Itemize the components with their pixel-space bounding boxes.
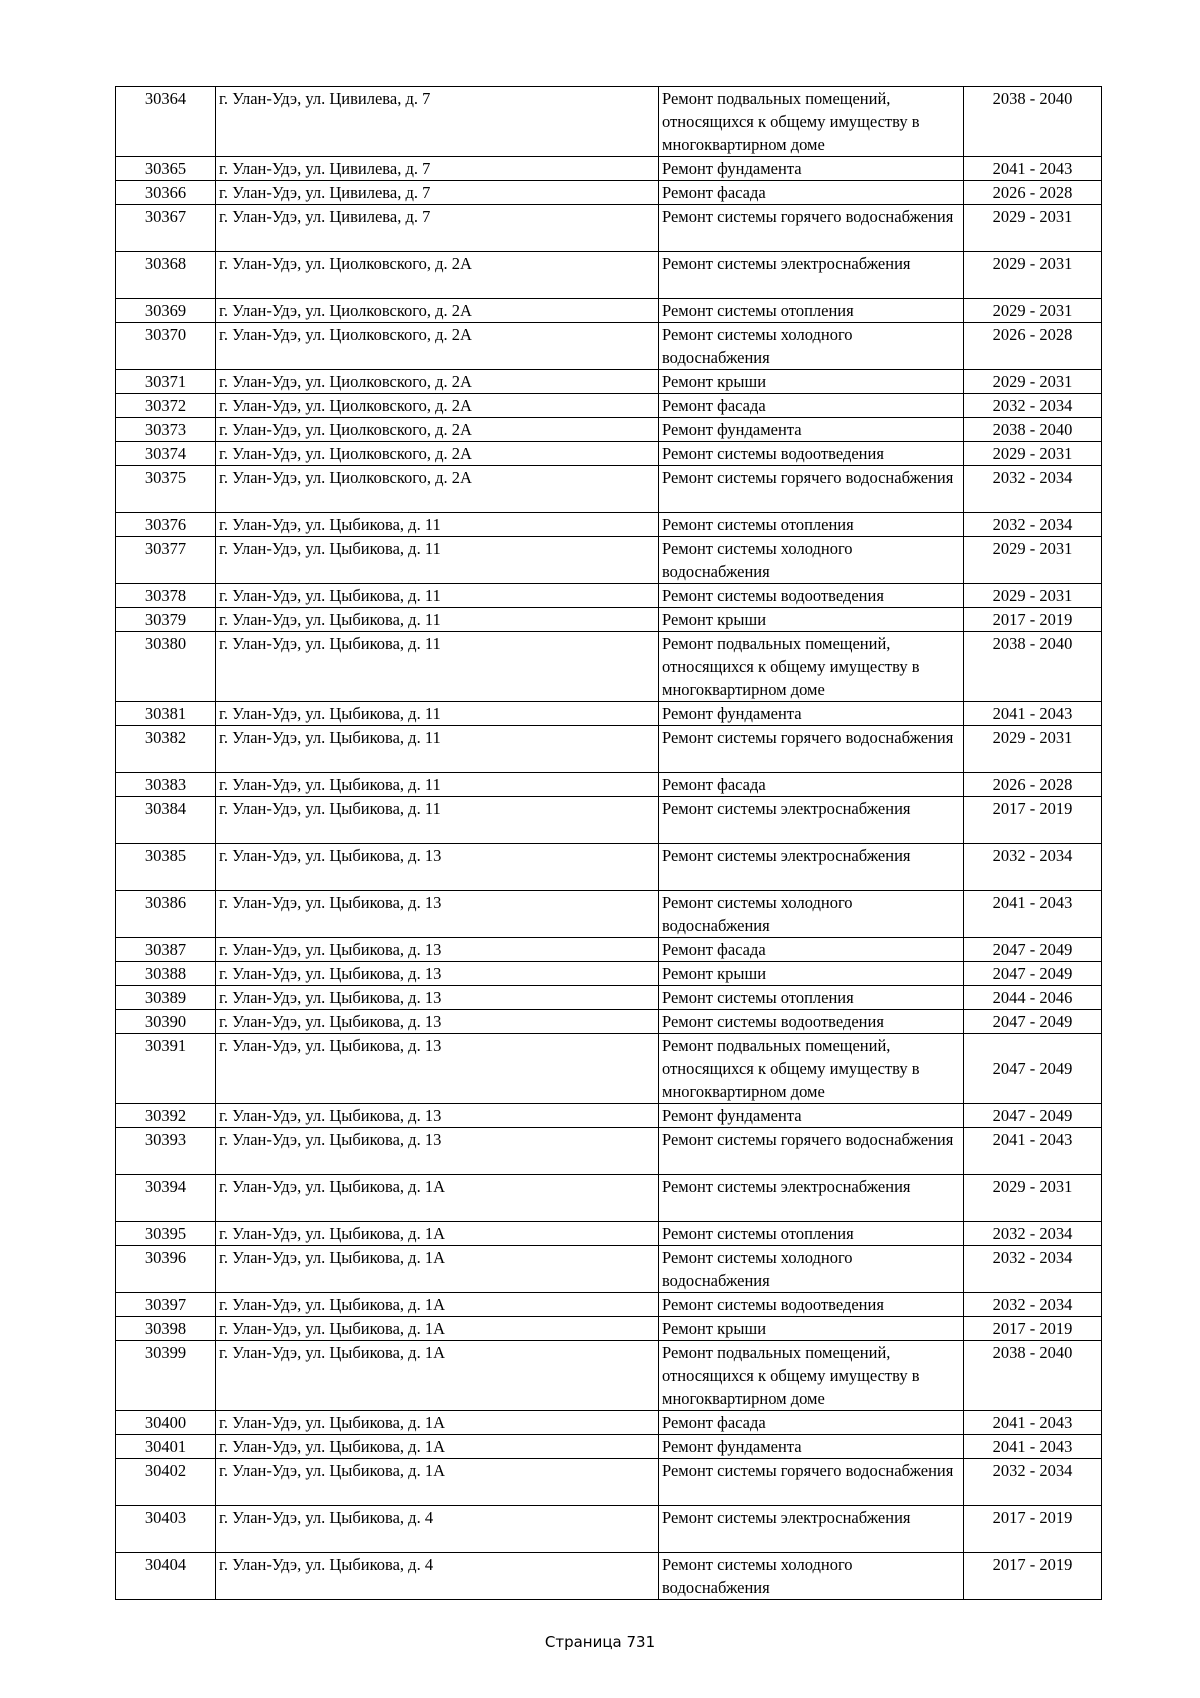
cell-number: 30382 bbox=[116, 726, 216, 773]
cell-work-type: Ремонт системы холодного водоснабжения bbox=[659, 323, 964, 370]
cell-period: 2029 - 2031 bbox=[964, 442, 1102, 466]
cell-period: 2041 - 2043 bbox=[964, 1435, 1102, 1459]
cell-number: 30375 bbox=[116, 466, 216, 513]
cell-number: 30395 bbox=[116, 1222, 216, 1246]
cell-address: г. Улан-Удэ, ул. Цыбикова, д. 1А bbox=[216, 1341, 659, 1411]
cell-work-type: Ремонт крыши bbox=[659, 1317, 964, 1341]
cell-period: 2041 - 2043 bbox=[964, 157, 1102, 181]
cell-number: 30392 bbox=[116, 1104, 216, 1128]
table-row bbox=[116, 466, 1102, 513]
cell-period: 2041 - 2043 bbox=[964, 702, 1102, 726]
cell-number: 30371 bbox=[116, 370, 216, 394]
cell-address: г. Улан-Удэ, ул. Цыбикова, д. 11 bbox=[216, 797, 659, 844]
cell-work-type: Ремонт системы электроснабжения bbox=[659, 252, 964, 299]
cell-work-type: Ремонт подвальных помещений, относящихся к общему имуществу в многоквартирном доме bbox=[659, 87, 964, 157]
cell-work-type: Ремонт системы водоотведения bbox=[659, 442, 964, 466]
cell-work-type: Ремонт фундамента bbox=[659, 1104, 964, 1128]
cell-address: г. Улан-Удэ, ул. Цыбикова, д. 13 bbox=[216, 1104, 659, 1128]
cell-period: 2026 - 2028 bbox=[964, 773, 1102, 797]
table-row bbox=[116, 632, 1102, 702]
cell-address: г. Улан-Удэ, ул. Цыбикова, д. 1А bbox=[216, 1293, 659, 1317]
cell-number: 30366 bbox=[116, 181, 216, 205]
table-row bbox=[116, 1341, 1102, 1411]
cell-work-type: Ремонт системы электроснабжения bbox=[659, 1175, 964, 1222]
cell-number: 30401 bbox=[116, 1435, 216, 1459]
cell-address: г. Улан-Удэ, ул. Цивилева, д. 7 bbox=[216, 181, 659, 205]
cell-work-type: Ремонт системы отопления bbox=[659, 513, 964, 537]
cell-address: г. Улан-Удэ, ул. Циолковского, д. 2А bbox=[216, 466, 659, 513]
table-row bbox=[116, 1293, 1102, 1317]
cell-work-type: Ремонт системы горячего водоснабжения bbox=[659, 726, 964, 773]
cell-work-type: Ремонт системы отопления bbox=[659, 1222, 964, 1246]
cell-work-type: Ремонт фасада bbox=[659, 394, 964, 418]
table-row bbox=[116, 513, 1102, 537]
cell-work-type: Ремонт фасада bbox=[659, 181, 964, 205]
table-row bbox=[116, 394, 1102, 418]
cell-period: 2029 - 2031 bbox=[964, 726, 1102, 773]
cell-address: г. Улан-Удэ, ул. Цыбикова, д. 13 bbox=[216, 962, 659, 986]
cell-number: 30374 bbox=[116, 442, 216, 466]
cell-number: 30383 bbox=[116, 773, 216, 797]
cell-number: 30367 bbox=[116, 205, 216, 252]
cell-number: 30394 bbox=[116, 1175, 216, 1222]
cell-number: 30372 bbox=[116, 394, 216, 418]
repair-schedule-table bbox=[115, 86, 1102, 1600]
cell-number: 30391 bbox=[116, 1034, 216, 1104]
cell-work-type: Ремонт крыши bbox=[659, 962, 964, 986]
cell-number: 30404 bbox=[116, 1553, 216, 1600]
cell-work-type: Ремонт системы отопления bbox=[659, 986, 964, 1010]
cell-period: 2029 - 2031 bbox=[964, 584, 1102, 608]
cell-address: г. Улан-Удэ, ул. Циолковского, д. 2А bbox=[216, 442, 659, 466]
cell-work-type: Ремонт системы водоотведения bbox=[659, 1293, 964, 1317]
table-body bbox=[116, 87, 1102, 1600]
cell-period: 2047 - 2049 bbox=[964, 1010, 1102, 1034]
table-row bbox=[116, 1222, 1102, 1246]
cell-address: г. Улан-Удэ, ул. Цыбикова, д. 11 bbox=[216, 726, 659, 773]
table-row bbox=[116, 1128, 1102, 1175]
cell-address: г. Улан-Удэ, ул. Цыбикова, д. 13 bbox=[216, 844, 659, 891]
cell-number: 30390 bbox=[116, 1010, 216, 1034]
cell-period: 2032 - 2034 bbox=[964, 394, 1102, 418]
cell-number: 30388 bbox=[116, 962, 216, 986]
cell-period: 2047 - 2049 bbox=[964, 962, 1102, 986]
cell-address: г. Улан-Удэ, ул. Циолковского, д. 2А bbox=[216, 370, 659, 394]
cell-address: г. Улан-Удэ, ул. Цыбикова, д. 1А bbox=[216, 1222, 659, 1246]
cell-number: 30369 bbox=[116, 299, 216, 323]
cell-period: 2047 - 2049 bbox=[964, 1104, 1102, 1128]
cell-address: г. Улан-Удэ, ул. Цыбикова, д. 11 bbox=[216, 608, 659, 632]
table-row bbox=[116, 418, 1102, 442]
cell-work-type: Ремонт системы горячего водоснабжения bbox=[659, 466, 964, 513]
cell-work-type: Ремонт системы отопления bbox=[659, 299, 964, 323]
cell-work-type: Ремонт фасада bbox=[659, 773, 964, 797]
table-row bbox=[116, 1553, 1102, 1600]
cell-number: 30377 bbox=[116, 537, 216, 584]
cell-period: 2032 - 2034 bbox=[964, 1246, 1102, 1293]
cell-number: 30403 bbox=[116, 1506, 216, 1553]
table-row bbox=[116, 1175, 1102, 1222]
table-row bbox=[116, 1459, 1102, 1506]
cell-work-type: Ремонт подвальных помещений, относящихся к общему имуществу в многоквартирном доме bbox=[659, 632, 964, 702]
table-row bbox=[116, 252, 1102, 299]
cell-number: 30384 bbox=[116, 797, 216, 844]
cell-work-type: Ремонт системы электроснабжения bbox=[659, 844, 964, 891]
cell-address: г. Улан-Удэ, ул. Цыбикова, д. 4 bbox=[216, 1506, 659, 1553]
cell-work-type: Ремонт системы водоотведения bbox=[659, 584, 964, 608]
cell-work-type: Ремонт системы холодного водоснабжения bbox=[659, 1246, 964, 1293]
table-row bbox=[116, 584, 1102, 608]
cell-address: г. Улан-Удэ, ул. Цыбикова, д. 1А bbox=[216, 1317, 659, 1341]
cell-address: г. Улан-Удэ, ул. Цыбикова, д. 13 bbox=[216, 1034, 659, 1104]
cell-period: 2038 - 2040 bbox=[964, 1341, 1102, 1411]
table-row bbox=[116, 1010, 1102, 1034]
cell-number: 30378 bbox=[116, 584, 216, 608]
cell-period: 2032 - 2034 bbox=[964, 1293, 1102, 1317]
cell-period: 2026 - 2028 bbox=[964, 323, 1102, 370]
cell-period: 2047 - 2049 bbox=[964, 938, 1102, 962]
table-row bbox=[116, 1104, 1102, 1128]
table-row bbox=[116, 938, 1102, 962]
cell-address: г. Улан-Удэ, ул. Цыбикова, д. 13 bbox=[216, 891, 659, 938]
cell-address: г. Улан-Удэ, ул. Цыбикова, д. 1А bbox=[216, 1435, 659, 1459]
cell-number: 30387 bbox=[116, 938, 216, 962]
table-row bbox=[116, 87, 1102, 157]
table-row bbox=[116, 844, 1102, 891]
table-row bbox=[116, 1317, 1102, 1341]
table-row bbox=[116, 442, 1102, 466]
cell-address: г. Улан-Удэ, ул. Циолковского, д. 2А bbox=[216, 394, 659, 418]
cell-address: г. Улан-Удэ, ул. Цыбикова, д. 4 bbox=[216, 1553, 659, 1600]
table-row bbox=[116, 1246, 1102, 1293]
cell-period: 2041 - 2043 bbox=[964, 1128, 1102, 1175]
cell-number: 30370 bbox=[116, 323, 216, 370]
cell-address: г. Улан-Удэ, ул. Цивилева, д. 7 bbox=[216, 205, 659, 252]
cell-work-type: Ремонт системы холодного водоснабжения bbox=[659, 891, 964, 938]
cell-work-type: Ремонт системы горячего водоснабжения bbox=[659, 1128, 964, 1175]
cell-period: 2017 - 2019 bbox=[964, 797, 1102, 844]
cell-address: г. Улан-Удэ, ул. Циолковского, д. 2А bbox=[216, 299, 659, 323]
cell-number: 30385 bbox=[116, 844, 216, 891]
cell-work-type: Ремонт фундамента bbox=[659, 157, 964, 181]
cell-number: 30389 bbox=[116, 986, 216, 1010]
cell-number: 30365 bbox=[116, 157, 216, 181]
cell-period: 2029 - 2031 bbox=[964, 252, 1102, 299]
cell-period: 2038 - 2040 bbox=[964, 632, 1102, 702]
cell-number: 30402 bbox=[116, 1459, 216, 1506]
cell-number: 30364 bbox=[116, 87, 216, 157]
cell-work-type: Ремонт крыши bbox=[659, 608, 964, 632]
table-row bbox=[116, 608, 1102, 632]
cell-address: г. Улан-Удэ, ул. Цыбикова, д. 11 bbox=[216, 513, 659, 537]
cell-address: г. Улан-Удэ, ул. Цыбикова, д. 11 bbox=[216, 632, 659, 702]
cell-period: 2017 - 2019 bbox=[964, 1553, 1102, 1600]
cell-number: 30400 bbox=[116, 1411, 216, 1435]
cell-period: 2029 - 2031 bbox=[964, 299, 1102, 323]
cell-number: 30386 bbox=[116, 891, 216, 938]
cell-address: г. Улан-Удэ, ул. Цыбикова, д. 1А bbox=[216, 1246, 659, 1293]
cell-number: 30373 bbox=[116, 418, 216, 442]
cell-period: 2032 - 2034 bbox=[964, 1222, 1102, 1246]
cell-period: 2044 - 2046 bbox=[964, 986, 1102, 1010]
cell-address: г. Улан-Удэ, ул. Цыбикова, д. 13 bbox=[216, 1128, 659, 1175]
cell-period: 2017 - 2019 bbox=[964, 1317, 1102, 1341]
table-row bbox=[116, 962, 1102, 986]
cell-number: 30376 bbox=[116, 513, 216, 537]
cell-address: г. Улан-Удэ, ул. Цыбикова, д. 1А bbox=[216, 1411, 659, 1435]
cell-period: 2029 - 2031 bbox=[964, 205, 1102, 252]
cell-address: г. Улан-Удэ, ул. Цыбикова, д. 11 bbox=[216, 773, 659, 797]
table-row bbox=[116, 1506, 1102, 1553]
cell-number: 30368 bbox=[116, 252, 216, 299]
cell-period: 2041 - 2043 bbox=[964, 891, 1102, 938]
table-row bbox=[116, 773, 1102, 797]
cell-work-type: Ремонт фундамента bbox=[659, 418, 964, 442]
cell-number: 30393 bbox=[116, 1128, 216, 1175]
cell-period: 2032 - 2034 bbox=[964, 466, 1102, 513]
cell-work-type: Ремонт подвальных помещений, относящихся к общему имуществу в многоквартирном доме bbox=[659, 1341, 964, 1411]
cell-number: 30380 bbox=[116, 632, 216, 702]
cell-address: г. Улан-Удэ, ул. Цыбикова, д. 11 bbox=[216, 702, 659, 726]
cell-address: г. Улан-Удэ, ул. Цыбикова, д. 13 bbox=[216, 1010, 659, 1034]
cell-work-type: Ремонт системы холодного водоснабжения bbox=[659, 1553, 964, 1600]
cell-work-type: Ремонт крыши bbox=[659, 370, 964, 394]
cell-number: 30398 bbox=[116, 1317, 216, 1341]
table-row bbox=[116, 205, 1102, 252]
cell-address: г. Улан-Удэ, ул. Цыбикова, д. 13 bbox=[216, 986, 659, 1010]
cell-period: 2032 - 2034 bbox=[964, 513, 1102, 537]
table-row bbox=[116, 726, 1102, 773]
cell-period: 2032 - 2034 bbox=[964, 844, 1102, 891]
table-row bbox=[116, 157, 1102, 181]
cell-address: г. Улан-Удэ, ул. Цыбикова, д. 11 bbox=[216, 584, 659, 608]
cell-work-type: Ремонт подвальных помещений, относящихся к общему имуществу в многоквартирном доме bbox=[659, 1034, 964, 1104]
cell-work-type: Ремонт системы водоотведения bbox=[659, 1010, 964, 1034]
cell-address: г. Улан-Удэ, ул. Цыбикова, д. 11 bbox=[216, 537, 659, 584]
cell-period: 2029 - 2031 bbox=[964, 537, 1102, 584]
table-row bbox=[116, 702, 1102, 726]
cell-number: 30379 bbox=[116, 608, 216, 632]
cell-work-type: Ремонт фасада bbox=[659, 1411, 964, 1435]
cell-address: г. Улан-Удэ, ул. Цыбикова, д. 1А bbox=[216, 1459, 659, 1506]
cell-work-type: Ремонт системы электроснабжения bbox=[659, 1506, 964, 1553]
cell-work-type: Ремонт фундамента bbox=[659, 1435, 964, 1459]
cell-address: г. Улан-Удэ, ул. Циолковского, д. 2А bbox=[216, 252, 659, 299]
cell-work-type: Ремонт фасада bbox=[659, 938, 964, 962]
cell-number: 30381 bbox=[116, 702, 216, 726]
cell-period: 2032 - 2034 bbox=[964, 1459, 1102, 1506]
table-row bbox=[116, 181, 1102, 205]
cell-number: 30399 bbox=[116, 1341, 216, 1411]
cell-period: 2047 - 2049 bbox=[964, 1034, 1102, 1104]
table-row bbox=[116, 891, 1102, 938]
cell-address: г. Улан-Удэ, ул. Цивилева, д. 7 bbox=[216, 87, 659, 157]
cell-period: 2029 - 2031 bbox=[964, 370, 1102, 394]
table-row bbox=[116, 1435, 1102, 1459]
cell-period: 2029 - 2031 bbox=[964, 1175, 1102, 1222]
cell-address: г. Улан-Удэ, ул. Циолковского, д. 2А bbox=[216, 323, 659, 370]
cell-work-type: Ремонт системы горячего водоснабжения bbox=[659, 1459, 964, 1506]
cell-work-type: Ремонт системы электроснабжения bbox=[659, 797, 964, 844]
cell-number: 30397 bbox=[116, 1293, 216, 1317]
table-row bbox=[116, 299, 1102, 323]
cell-period: 2041 - 2043 bbox=[964, 1411, 1102, 1435]
page-number: Страница 731 bbox=[544, 1633, 656, 1651]
cell-address: г. Улан-Удэ, ул. Цыбикова, д. 13 bbox=[216, 938, 659, 962]
cell-period: 2026 - 2028 bbox=[964, 181, 1102, 205]
cell-address: г. Улан-Удэ, ул. Циолковского, д. 2А bbox=[216, 418, 659, 442]
cell-address: г. Улан-Удэ, ул. Цыбикова, д. 1А bbox=[216, 1175, 659, 1222]
cell-period: 2038 - 2040 bbox=[964, 87, 1102, 157]
table-row bbox=[116, 370, 1102, 394]
cell-work-type: Ремонт системы холодного водоснабжения bbox=[659, 537, 964, 584]
cell-work-type: Ремонт системы горячего водоснабжения bbox=[659, 205, 964, 252]
cell-period: 2017 - 2019 bbox=[964, 608, 1102, 632]
cell-address: г. Улан-Удэ, ул. Цивилева, д. 7 bbox=[216, 157, 659, 181]
cell-work-type: Ремонт фундамента bbox=[659, 702, 964, 726]
table-row bbox=[116, 1411, 1102, 1435]
table-row bbox=[116, 1034, 1102, 1104]
table-row bbox=[116, 986, 1102, 1010]
table-row bbox=[116, 797, 1102, 844]
table-row bbox=[116, 537, 1102, 584]
table-row bbox=[116, 323, 1102, 370]
cell-number: 30396 bbox=[116, 1246, 216, 1293]
cell-period: 2017 - 2019 bbox=[964, 1506, 1102, 1553]
cell-period: 2038 - 2040 bbox=[964, 418, 1102, 442]
